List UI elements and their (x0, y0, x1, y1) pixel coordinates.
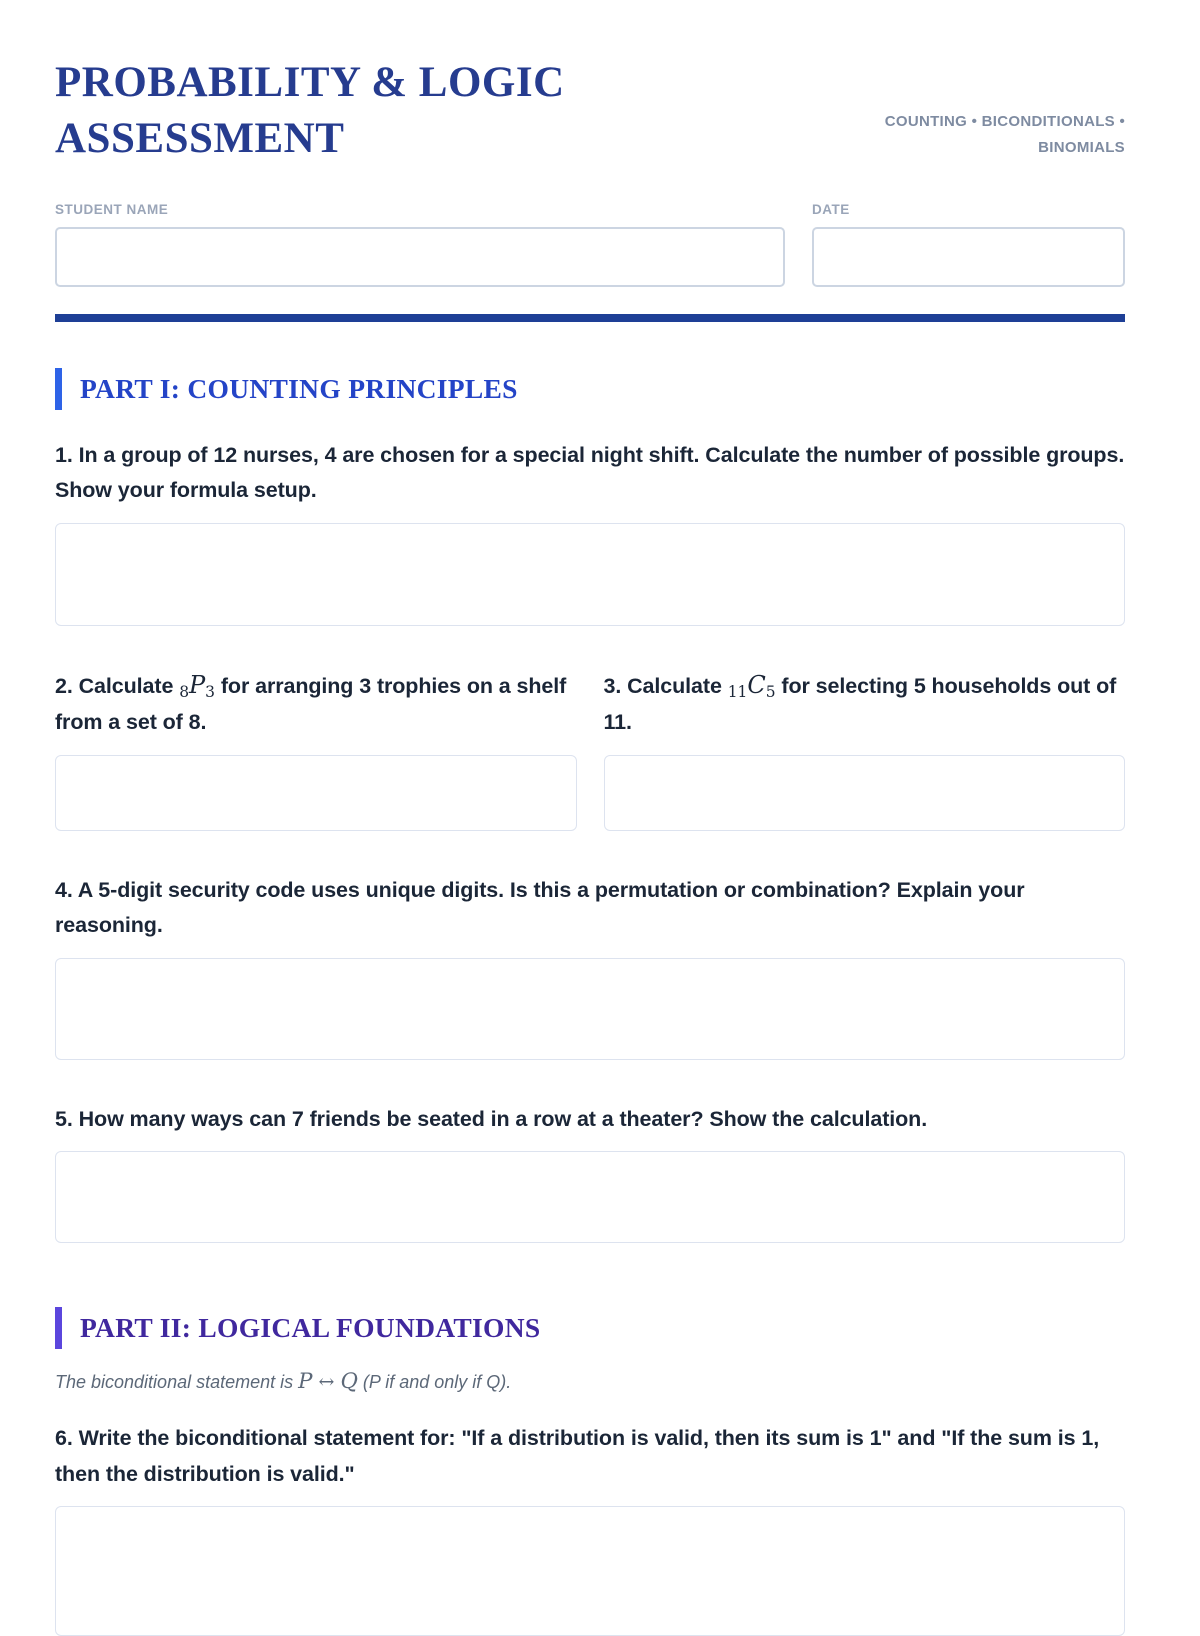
question-5-text: 5. How many ways can 7 friends be seated in a row at a theater? Show the calculation. (55, 1106, 928, 1131)
post-subscript: 5 (765, 682, 776, 701)
student-info-row (55, 202, 1125, 287)
pre-subscript: 8 (179, 682, 190, 701)
pre-subscript: 11 (727, 682, 748, 701)
topic-tagline-line1: COUNTING • BICONDITIONALS • (884, 113, 1125, 131)
part1-heading-text: PART I: COUNTING PRINCIPLES (80, 372, 518, 404)
math-q: Q (340, 1369, 358, 1395)
question-2-text (55, 666, 577, 741)
math-variable: C (747, 670, 766, 699)
question-1 (55, 438, 1125, 626)
page-title-line2: ASSESSMENT (55, 115, 345, 163)
combination-notation (727, 670, 776, 701)
permutation-notation (179, 670, 215, 701)
question-6-answer-box[interactable] (55, 1506, 1125, 1636)
biconditional-note (55, 1365, 1125, 1399)
question-5-answer-box[interactable] (55, 1151, 1125, 1243)
date-label: DATE (812, 201, 850, 217)
double-arrow-symbol: ↔ (318, 1371, 335, 1394)
date-group (812, 202, 1125, 287)
question-6-text: 6. Write the biconditional statement for: "If a distribution is valid, then its sum is 1" and "If the sum is 1, then the distribution is valid." (55, 1426, 1100, 1486)
question-1-answer-box[interactable] (55, 523, 1125, 626)
question-2 (55, 666, 577, 831)
question-6 (55, 1421, 1125, 1636)
question-4-text: 4. A 5-digit security code uses unique digits. Is this a permutation or combination? Explain your reasoning. (55, 877, 1025, 938)
question-1-text: 1. In a group of 12 nurses, 4 are chosen for a special night shift. Calculate the number of possible groups. Show your formula setup. (55, 442, 1125, 503)
post-subscript: 3 (205, 682, 215, 701)
page-header (55, 55, 1125, 168)
student-name-group (55, 202, 785, 287)
student-name-label: STUDENT NAME (55, 201, 169, 217)
question-3 (604, 666, 1126, 831)
page-title-line1: PROBABILITY & LOGIC (55, 59, 565, 106)
student-name-input[interactable] (55, 227, 785, 287)
math-p: P (298, 1369, 313, 1395)
question-2-prefix: 2. Calculate (55, 673, 180, 698)
note-prefix: The biconditional statement is (55, 1372, 299, 1393)
part2-heading-text: PART II: LOGICAL FOUNDATIONS (80, 1312, 541, 1344)
question-2-3-row (55, 666, 1125, 831)
question-3-suffix: for selecting 5 households out of 11. (603, 673, 1117, 735)
topic-tagline-line2: BINOMIALS (1038, 139, 1125, 157)
page-title (55, 55, 565, 168)
question-5 (55, 1102, 1125, 1243)
question-2-suffix: for arranging 3 trophies on a shelf from a set of 8. (55, 673, 567, 735)
question-3-text (604, 666, 1126, 741)
part2-heading (55, 1307, 1125, 1349)
question-3-answer-box[interactable] (604, 755, 1126, 831)
note-suffix: (P if and only if Q). (357, 1372, 512, 1393)
header-divider (55, 314, 1125, 322)
topic-tagline (825, 109, 1125, 168)
question-2-answer-box[interactable] (55, 755, 577, 831)
question-3-prefix: 3. Calculate (603, 673, 728, 698)
math-variable: P (189, 670, 206, 699)
part1-heading (55, 368, 1125, 410)
question-4 (55, 873, 1125, 1060)
part2-accent-bar (55, 1307, 62, 1349)
part1-accent-bar (55, 368, 62, 410)
question-4-answer-box[interactable] (55, 958, 1125, 1060)
biconditional-formula (298, 1371, 358, 1393)
date-input[interactable] (812, 227, 1125, 287)
